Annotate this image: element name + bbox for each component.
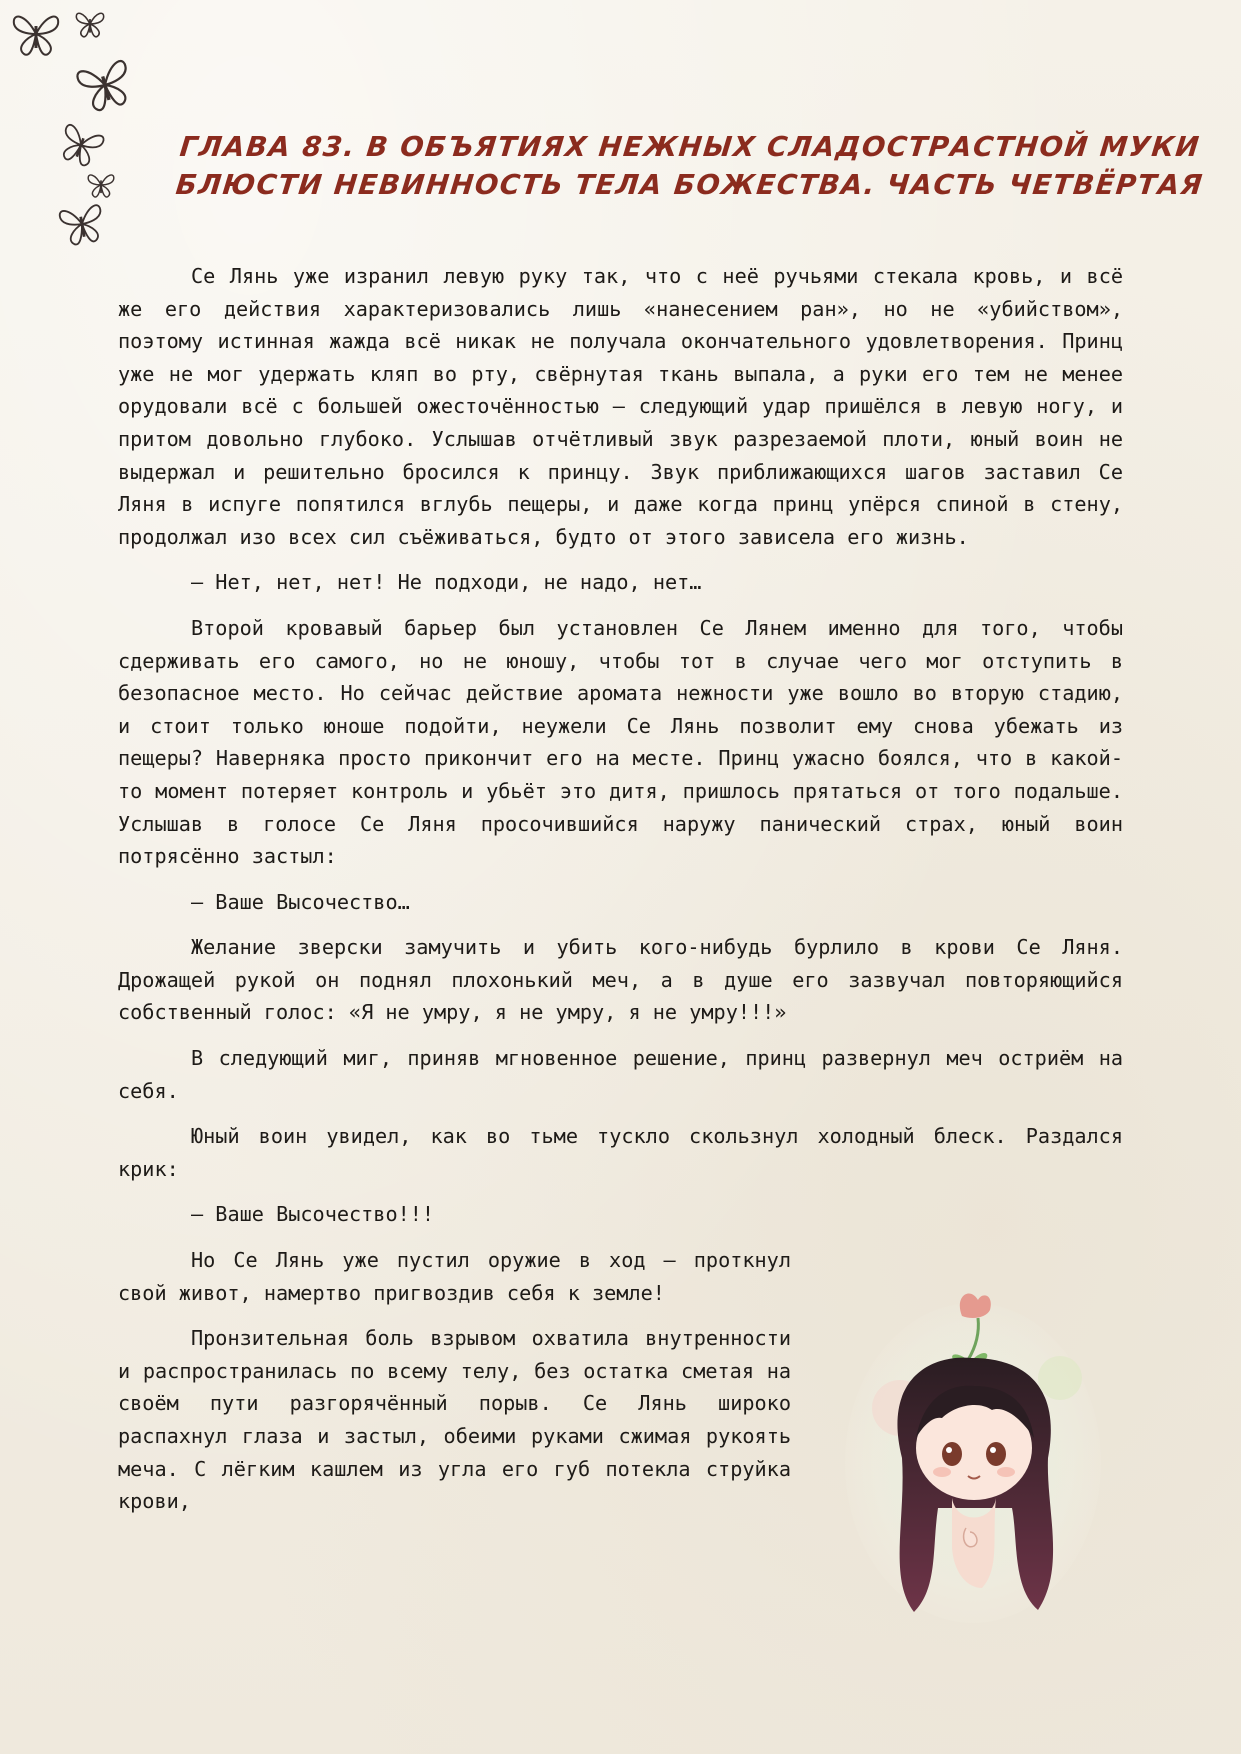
chibi-character-illustration xyxy=(842,1288,1104,1626)
chapter-title-line-2: БЛЮСТИ НЕВИННОСТЬ ТЕЛА БОЖЕСТВА. ЧАСТЬ ЧЕТВЁРТАЯ xyxy=(174,169,1206,201)
paragraph: Желание зверски замучить и убить кого-нибудь бурлило в крови Се Ляня. Дрожащей рукой он поднял плохонький меч, а в душе его зазвучал повторяющийся собственный голос: «Я не умру, я не умру, я не умру!!!» xyxy=(118,935,1123,1025)
paragraph: — Нет, нет, нет! Не подходи, не надо, нет… xyxy=(191,570,702,595)
paragraph: Пронзительная боль взрывом охватила внутренности и распространилась по всему телу, без остатка сметая на своём пути разгорячённый порыв. Се Лянь широко распахнул глаза и застыл, обеими руками сжимая рукоять меча. С лёгким кашлем из угла его губ потекла струйка крови, xyxy=(118,1326,791,1514)
butterflies-decoration xyxy=(0,0,150,260)
chapter-title-line-1: ГЛАВА 83. В ОБЪЯТИЯХ НЕЖНЫХ СЛАДОСТРАСТНОЙ МУКИ xyxy=(178,131,1202,163)
paragraph: В следующий миг, приняв мгновенное решение, принц развернул меч остриём на себя. xyxy=(118,1046,1123,1103)
butterfly-icon xyxy=(8,8,64,60)
butterfly-icon xyxy=(56,200,108,248)
paragraph: Второй кровавый барьер был установлен Се Лянем именно для того, чтобы сдерживать его самого, но не юношу, чтобы тот в случае чего мог отступить в безопасное место. Но сейчас действие аромата нежности уже вошло во вторую стадию, и стоит только юноше подойти, неужели Се Лянь позволит ему снова убежать из пещеры? Наверняка просто прикончит его на месте. Принц ужасно боялся, что в какой-то момент потеряет контроль и убьёт это дитя, пришлось прятаться от того подальше. Услышав в голосе Се Ляня просочившийся наружу панический страх, юный воин потрясённо застыл: xyxy=(118,615,1123,869)
butterfly-icon xyxy=(72,8,108,40)
butterfly-icon xyxy=(74,56,136,114)
paragraph: — Ваше Высочество… xyxy=(191,889,410,914)
butterfly-icon xyxy=(56,122,106,168)
chapter-title xyxy=(174,128,1206,204)
paragraph: — Ваше Высочество!!! xyxy=(191,1202,435,1227)
paragraph: Но Се Лянь уже пустил оружие в ход — проткнул свой живот, намертво пригвоздив себя к земле! xyxy=(118,1248,791,1305)
paragraph: Юный воин увидел, как во тьме тускло скользнул холодный блеск. Раздался крик: xyxy=(118,1124,1123,1181)
paragraph: Се Лянь уже изранил левую руку так, что с неё ручьями стекала кровь, и всё же его действия характеризовались лишь «нанесением ран», но не «убийством», поэтому истинная жажда всё никак не получала окончательного удовлетворения. Принц уже не мог удержать кляп во рту, свёрнутая ткань выпала, а руки его тем не менее орудовали всё с большей ожесточённостью — следующий удар пришёлся в левую ногу, и притом довольно глубоко. Услышав отчётливый звук разрезаемой плоти, юный воин не выдержал и решительно бросился к принцу. Звук приближающихся шагов заставил Се Ляня в испуге попятился вглубь пещеры, и даже когда принц упёрся спиной в стену, продолжал изо всех сил съёживаться, будто от этого зависела его жизнь. xyxy=(118,264,1123,549)
butterfly-icon xyxy=(84,170,118,200)
